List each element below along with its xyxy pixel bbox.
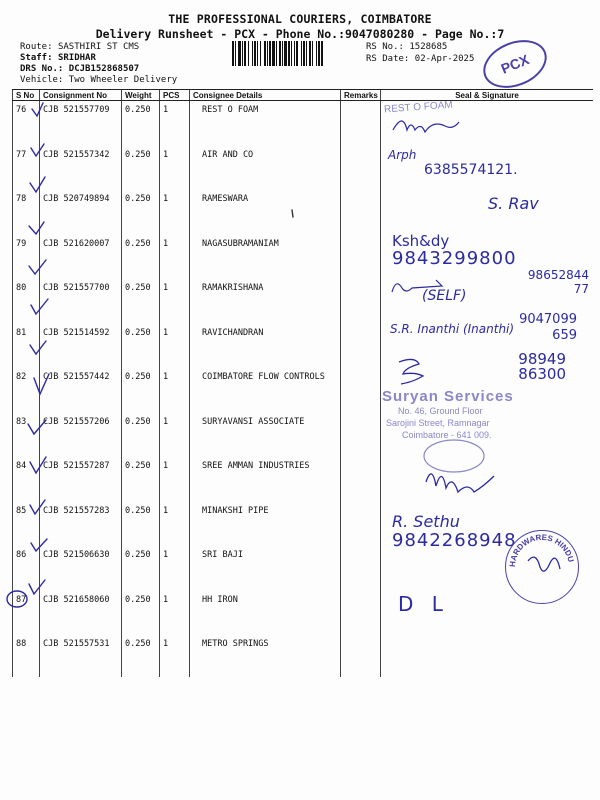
sno: 76 [13, 101, 40, 146]
pcs: 1 [160, 101, 190, 146]
remarks [341, 235, 381, 280]
pcs: 1 [160, 502, 190, 547]
drs-line [20, 64, 139, 75]
rs-no-value: 1528685 [409, 42, 448, 52]
signature-row79: Ksh&dy [392, 232, 450, 250]
consignee: MINAKSHI PIPE [190, 502, 341, 547]
pcs: 1 [160, 591, 190, 636]
sno: 79 [13, 235, 40, 280]
company-title: THE PROFESSIONAL COURIERS, COIMBATORE [168, 12, 432, 26]
col-pcs: PCS [160, 90, 190, 101]
runsheet-subtitle: Delivery Runsheet - PCX - Phone No.:9047080280 - Page No.:7 [95, 27, 505, 41]
pcs: 1 [160, 546, 190, 591]
consignment-no: CJB 521557287 [40, 457, 122, 502]
route-label: Route: [20, 42, 53, 52]
consignee: COIMBATORE FLOW CONTROLS [190, 368, 341, 413]
self-note-row80: (SELF) [422, 288, 467, 304]
barcode-bar [323, 41, 324, 66]
pcs: 1 [160, 368, 190, 413]
sno: 82 [13, 368, 40, 413]
seal-signature [381, 635, 594, 677]
company-stamp-line3-row83: Coimbatore - 641 009. [402, 430, 492, 440]
faded-stamp-row76: REST O FOAM [383, 99, 454, 116]
consignment-no: CJB 521557206 [40, 413, 122, 458]
seal-signature [381, 190, 594, 235]
rs-date-value: 02-Apr-2025 [414, 54, 475, 64]
consignee: AIR AND CO [190, 146, 341, 191]
pcs: 1 [160, 235, 190, 280]
consignment-no: CJB 521557700 [40, 279, 122, 324]
drs-label: DRS No.: [20, 64, 64, 74]
sno: 78 [13, 190, 40, 235]
weight: 0.250 [122, 324, 160, 369]
remarks [341, 457, 381, 502]
round-company-stamp [505, 530, 579, 604]
sno: 81 [13, 324, 40, 369]
company-stamp-name-row83: Suryan Services [382, 388, 514, 405]
col-seal-signature: Seal & Signature [381, 90, 594, 101]
weight: 0.250 [122, 635, 160, 677]
weight: 0.250 [122, 101, 160, 146]
weight: 0.250 [122, 591, 160, 636]
weight: 0.250 [122, 413, 160, 458]
sno: 85 [13, 502, 40, 547]
weight: 0.250 [122, 457, 160, 502]
staff-value: SRIDHAR [57, 53, 96, 63]
signature-row86: R. Sethu [392, 512, 460, 531]
vehicle-line [20, 75, 177, 86]
weight: 0.250 [122, 235, 160, 280]
col-consignee: Consignee Details [190, 90, 341, 101]
sno: 83 [13, 413, 40, 458]
company-stamp-line1-row83: No. 46, Ground Floor [398, 406, 483, 416]
consignee: RAMESWARA [190, 190, 341, 235]
table-row [13, 635, 594, 677]
weight: 0.250 [122, 368, 160, 413]
remarks [341, 324, 381, 369]
signature-row76 [388, 110, 468, 140]
rs-no-line [366, 42, 447, 53]
col-consignment: Consignment No [40, 90, 122, 101]
pcx-stamp: PCX [476, 31, 554, 97]
consignee: REST O FOAM [190, 101, 341, 146]
remarks [341, 368, 381, 413]
drs-value: DCJB152868507 [68, 64, 140, 74]
remarks [341, 546, 381, 591]
weight: 0.250 [122, 546, 160, 591]
remarks [341, 190, 381, 235]
route-line [20, 42, 139, 53]
phone-row86: 9842268948 [392, 530, 517, 551]
pcs: 1 [160, 457, 190, 502]
consignee: NAGASUBRAMANIAM [190, 235, 341, 280]
vehicle-label: Vehicle: [20, 75, 64, 85]
remarks [341, 146, 381, 191]
sno: 87 [13, 591, 40, 636]
remarks [341, 101, 381, 146]
col-weight: Weight [122, 90, 160, 101]
pcs: 1 [160, 635, 190, 677]
phone-row79: 9843299800 [392, 248, 517, 269]
consignee: RAMAKRISHANA [190, 279, 341, 324]
remarks [341, 502, 381, 547]
sno: 84 [13, 457, 40, 502]
staff-label: Staff: [20, 53, 53, 63]
phone-row82: 98949 86300 [518, 350, 566, 383]
signature-row82 [395, 356, 435, 386]
sno: 88 [13, 635, 40, 677]
barcode [232, 41, 358, 66]
consignment-no: CJB 521557442 [40, 368, 122, 413]
col-remarks: Remarks [341, 90, 381, 101]
pcs: 1 [160, 324, 190, 369]
table-row [13, 101, 594, 146]
consignee: RAVICHANDRAN [190, 324, 341, 369]
consignment-no: CJB 520749894 [40, 190, 122, 235]
pcs: 1 [160, 413, 190, 458]
weight: 0.250 [122, 279, 160, 324]
consignment-no: CJB 521506630 [40, 546, 122, 591]
signature-row78: S. Rav [488, 194, 539, 213]
consignee: SRI BAJI [190, 546, 341, 591]
round-stamp-ring [506, 531, 578, 603]
svg-text:HARDWARES HINDU [508, 533, 576, 567]
pcs: 1 [160, 190, 190, 235]
rs-date-label: RS Date: [366, 54, 410, 64]
consignment-no: CJB 521557342 [40, 146, 122, 191]
sno: 77 [13, 146, 40, 191]
sno: 86 [13, 546, 40, 591]
weight: 0.250 [122, 146, 160, 191]
vehicle-value: Two Wheeler Delivery [68, 75, 178, 85]
signature-row88: D L [398, 592, 449, 616]
phone-row81: 9047099 659 [519, 312, 577, 343]
table-header-row [13, 90, 594, 101]
phone-row80: 98652844 77 [527, 268, 589, 296]
consignee: SURYAVANSI ASSOCIATE [190, 413, 341, 458]
consignment-no: CJB 521557709 [40, 101, 122, 146]
consignee: HH IRON [190, 591, 341, 636]
rs-date-line [366, 54, 474, 65]
remarks [341, 413, 381, 458]
consignee: SREE AMMAN INDUSTRIES [190, 457, 341, 502]
name-row81: S.R. Inanthi (Inanthi) [390, 322, 515, 336]
col-sno: S No [13, 90, 40, 101]
rs-no-label: RS No.: [366, 42, 404, 52]
company-stamp-line2-row83: Sarojini Street, Ramnagar [386, 418, 490, 428]
stamp-and-signature-row84-85 [420, 438, 530, 498]
remarks [341, 279, 381, 324]
remarks [341, 635, 381, 677]
sno: 80 [13, 279, 40, 324]
weight: 0.250 [122, 502, 160, 547]
consignment-no: CJB 521557531 [40, 635, 122, 677]
round-stamp-text: HARDWARES HINDU [507, 532, 576, 568]
consignment-no: CJB 521514592 [40, 324, 122, 369]
weight: 0.250 [122, 190, 160, 235]
consignment-no: CJB 521557283 [40, 502, 122, 547]
staff-line [20, 53, 96, 64]
phone-row77: 6385574121. [424, 162, 518, 178]
signature-row77: Arph [388, 148, 417, 162]
pcs: 1 [160, 146, 190, 191]
remarks [341, 591, 381, 636]
consignment-no: CJB 521620007 [40, 235, 122, 280]
consignment-no: CJB 521658060 [40, 591, 122, 636]
consignee: METRO SPRINGS [190, 635, 341, 677]
route-value: SASTHIRI ST CMS [57, 42, 140, 52]
pcs: 1 [160, 279, 190, 324]
